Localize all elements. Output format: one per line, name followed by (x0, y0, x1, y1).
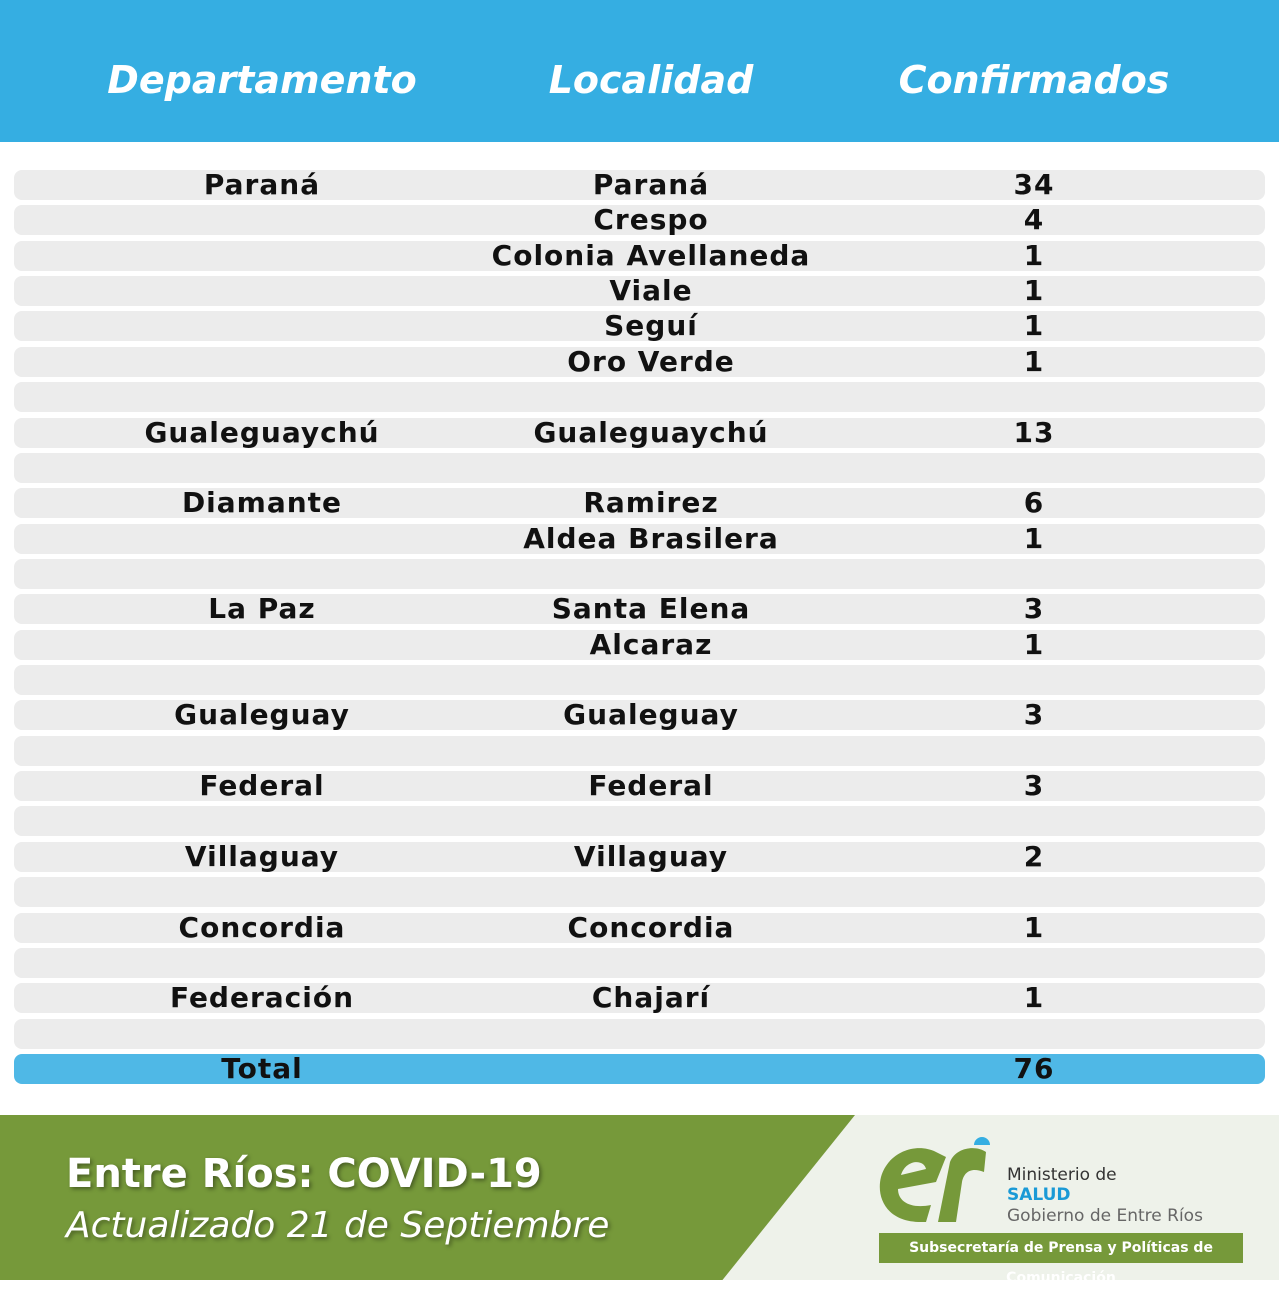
departamento-cell: Gualeguaychú (144, 415, 380, 449)
confirmados-cell: 3 (1023, 698, 1045, 732)
table-row (14, 771, 1265, 801)
table-row (14, 205, 1265, 235)
table-row (14, 559, 1265, 589)
header-confirmados: Confirmados (898, 58, 1170, 102)
table-row (14, 877, 1265, 907)
departamento-cell: Gualeguay (174, 698, 350, 732)
table-row (14, 521, 1265, 555)
total-label: Total (221, 1051, 303, 1085)
er-logo-icon (876, 1127, 996, 1227)
localidad-cell: Crespo (593, 203, 709, 237)
localidad-cell: Villaguay (573, 839, 729, 873)
footer (0, 1115, 1279, 1286)
confirmados-cell: 13 (1013, 415, 1055, 449)
table-header (0, 0, 1279, 142)
localidad-cell: Colonia Avellaneda (491, 238, 811, 272)
total-row (14, 1051, 1265, 1085)
table-row (14, 238, 1265, 272)
confirmados-cell: 3 (1023, 592, 1045, 626)
table-row (14, 488, 1265, 518)
confirmados-cell: 3 (1023, 769, 1045, 803)
departamento-cell: Paraná (203, 168, 321, 201)
table-body (14, 170, 1265, 1089)
localidad-cell: Paraná (592, 168, 710, 201)
table-row (14, 806, 1265, 836)
confirmados-cell: 4 (1023, 203, 1045, 237)
table-row (14, 983, 1265, 1013)
localidad-cell: Oro Verde (567, 344, 735, 378)
footer-subtitle: Actualizado 21 de Septiembre (66, 1205, 610, 1246)
confirmados-cell: 1 (1023, 910, 1045, 944)
table-row (14, 170, 1265, 200)
logo-ministerio: Ministerio de (1007, 1165, 1117, 1185)
departamento-cell: Federación (169, 981, 355, 1015)
header-departamento: Departamento (107, 58, 417, 102)
localidad-cell: Gualeguay (563, 698, 739, 732)
localidad-cell: Chajarí (591, 981, 711, 1015)
confirmados-cell: 6 (1023, 486, 1045, 520)
localidad-cell: Federal (588, 769, 714, 803)
footer-title: Entre Ríos: COVID-19 (66, 1151, 542, 1197)
table-row (14, 948, 1265, 978)
table-row (14, 311, 1265, 341)
table-row (14, 665, 1265, 695)
confirmados-cell: 34 (1013, 168, 1055, 201)
logo-gobierno: Gobierno de Entre Ríos (1007, 1206, 1203, 1226)
header-localidad: Localidad (548, 58, 754, 102)
table-row (14, 839, 1265, 873)
departamento-cell: Diamante (181, 486, 343, 520)
localidad-cell: Viale (609, 274, 693, 308)
localidad-cell: Aldea Brasilera (523, 521, 779, 555)
table-row (14, 910, 1265, 944)
departamento-cell: Concordia (178, 910, 346, 944)
table-row (14, 1019, 1265, 1049)
departamento-cell: La Paz (208, 592, 316, 626)
total-value: 76 (1013, 1051, 1055, 1085)
confirmados-cell: 1 (1023, 344, 1045, 378)
table-row (14, 594, 1265, 624)
table-row (14, 344, 1265, 378)
table-row (14, 736, 1265, 766)
localidad-cell: Alcaraz (589, 627, 713, 661)
confirmados-cell: 1 (1023, 274, 1045, 308)
table-row (14, 453, 1265, 483)
footer-green-panel (0, 1115, 855, 1280)
confirmados-cell: 2 (1023, 839, 1045, 873)
departamento-cell: Villaguay (184, 839, 340, 873)
logo-band: Subsecretaría de Prensa y Políticas de Comunicación (879, 1233, 1243, 1263)
localidad-cell: Seguí (604, 309, 698, 343)
localidad-cell: Concordia (567, 910, 735, 944)
localidad-cell: Gualeguaychú (533, 415, 769, 449)
localidad-cell: Santa Elena (551, 592, 751, 626)
confirmados-cell: 1 (1023, 238, 1045, 272)
confirmados-cell: 1 (1023, 309, 1045, 343)
table-row (14, 415, 1265, 449)
departamento-cell: Federal (199, 769, 325, 803)
table-row (14, 700, 1265, 730)
table-row (14, 627, 1265, 661)
confirmados-cell: 1 (1023, 981, 1045, 1015)
confirmados-cell: 1 (1023, 627, 1045, 661)
logo-salud: SALUD (1007, 1185, 1071, 1205)
table-row (14, 382, 1265, 412)
table-row (14, 276, 1265, 306)
localidad-cell: Ramirez (583, 486, 719, 520)
confirmados-cell: 1 (1023, 521, 1045, 555)
